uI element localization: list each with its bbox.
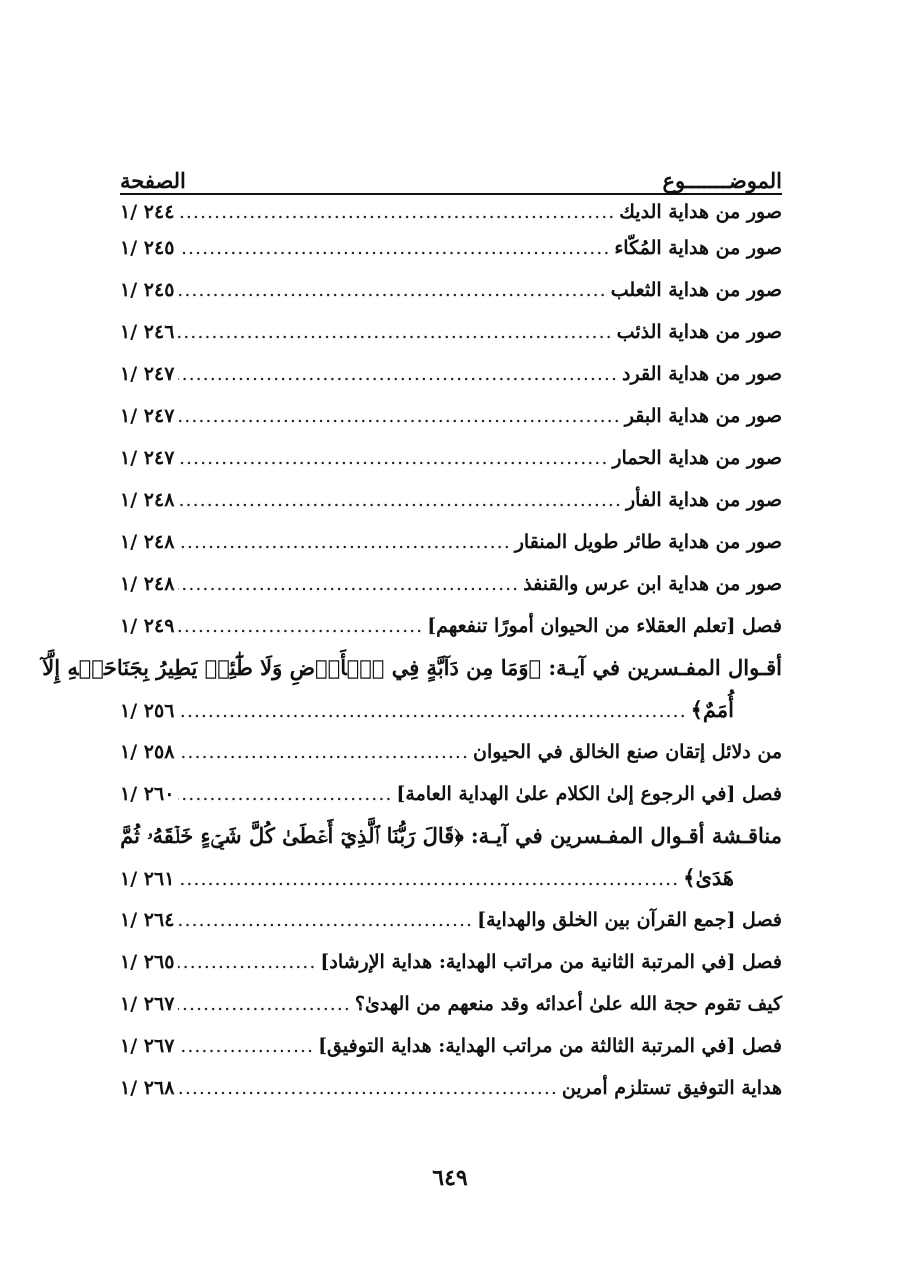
toc-entry-title: صور من هداية الثعلب (610, 279, 782, 301)
toc-entry-title: فصل [تعلم العقلاء من الحيوان أمورًا تنفعهم] (427, 615, 782, 637)
toc-entry (120, 815, 782, 857)
dot-leader (178, 731, 469, 773)
toc-entry (120, 197, 782, 227)
toc-entry-page-ref: ٢٤٤ /١ (120, 201, 175, 223)
dot-leader (178, 899, 473, 941)
toc-entry-page-ref: ٢٤٨ /١ (120, 489, 175, 511)
dot-leader (178, 605, 423, 647)
toc-entry (120, 227, 782, 269)
toc-entry-page-ref: ٢٦٤ /١ (120, 909, 175, 931)
toc-entry (120, 983, 782, 1025)
toc-entry-page-ref: ٢٤٦ /١ (120, 321, 175, 343)
dot-leader (178, 353, 618, 395)
toc-entry (120, 773, 782, 815)
toc-entry (120, 563, 782, 605)
toc-entry (120, 395, 782, 437)
toc-entry (120, 1025, 782, 1067)
dot-leader (178, 690, 686, 732)
toc-entry (120, 941, 782, 983)
dot-leader (178, 395, 620, 437)
page-column-heading: الصفحة (120, 168, 186, 193)
toc-entry-title: هداية التوفيق تستلزم أمرين (561, 1077, 782, 1099)
dot-leader (178, 437, 608, 479)
dot-leader (178, 1025, 314, 1067)
toc-entry-page-ref: ٢٦١ /١ (120, 868, 175, 890)
toc-entry-title: فصل [في المرتبة الثالثة من مراتب الهداية: هداية التوفيق] (318, 1035, 782, 1057)
toc-entry-title: أقـوال المفـسرين في آيـة: ﴿وَمَا مِن دَآبَّةٍ فِي ٱلۡأَرۡضِ وَلَا طَٰٓئِرٖ يَطِيرُ بِجَنَاحَيۡهِ إِلَّآ (42, 655, 782, 680)
toc-entry (120, 479, 782, 521)
toc-entry (42, 647, 782, 689)
toc-entry (120, 605, 782, 647)
toc-entry-title: مناقـشة أقـوال المفـسرين في آيـة: ﴿قَالَ رَبُّنَا ٱلَّذِيٓ أَعۡطَىٰ كُلَّ شَيۡءٍ خَلۡقَهُۥ ثُمَّ (120, 823, 782, 848)
toc-entry-page-ref: ٢٥٨ /١ (120, 741, 175, 763)
toc-entry-page-ref: ٢٥٦ /١ (120, 700, 175, 722)
dot-leader (178, 521, 510, 563)
toc-entry-title: كيف تقوم حجة الله علىٰ أعدائه وقد منعهم من الهدىٰ؟ (354, 993, 782, 1015)
toc-entry-page-ref: ٢٤٧ /١ (120, 405, 175, 427)
dot-leader (178, 858, 679, 900)
dot-leader (178, 269, 606, 311)
page-number: ٦٤٩ (432, 1165, 468, 1191)
toc-entry-page-ref: ٢٦٧ /١ (120, 1035, 175, 1057)
toc-entry-page-ref: ٢٤٥ /١ (120, 237, 175, 259)
toc-entry-title: صور من هداية المُكّاء (614, 237, 782, 259)
toc-entry-title: من دلائل إتقان صنع الخالق في الحيوان (473, 741, 782, 763)
toc-entry-page-ref: ٢٤٩ /١ (120, 615, 175, 637)
toc-entry-title: فصل [جمع القرآن بين الخلق والهداية] (477, 909, 782, 931)
toc-entry-title: صور من هداية طائر طويل المنقار (514, 531, 782, 553)
dot-leader (178, 941, 316, 983)
toc-entry-title: فصل [في الرجوع إلىٰ الكلام علىٰ الهداية العامة] (396, 783, 782, 805)
toc-entry (120, 731, 782, 773)
toc-entry (120, 269, 782, 311)
toc-entry-page-ref: ٢٤٨ /١ (120, 531, 175, 553)
dot-leader (178, 563, 519, 605)
toc-entry-title: صور من هداية البقر (624, 405, 782, 427)
toc-entry (120, 311, 782, 353)
toc-entry-page-ref: ٢٦٨ /١ (120, 1077, 175, 1099)
toc-entry-title: هَدَىٰ﴾ (683, 865, 734, 890)
toc-entry (120, 1067, 782, 1109)
toc-entry (120, 353, 782, 395)
toc-page (42, 155, 782, 1109)
toc-entry-page-ref: ٢٤٧ /١ (120, 363, 175, 385)
dot-leader (178, 1067, 558, 1109)
dot-leader (178, 227, 610, 269)
dot-leader (178, 983, 350, 1025)
toc-entry-page-ref: ٢٦٧ /١ (120, 993, 175, 1015)
dot-leader (178, 311, 612, 353)
toc-list (42, 197, 782, 1109)
toc-entry (120, 899, 782, 941)
toc-entry-title: صور من هداية الديك (619, 201, 782, 223)
toc-entry-page-ref: ٢٦٥ /١ (120, 951, 175, 973)
dot-leader (178, 479, 622, 521)
toc-header (120, 155, 782, 195)
toc-entry-page-ref: ٢٤٧ /١ (120, 447, 175, 469)
toc-entry-title: صور من هداية الحمار (612, 447, 782, 469)
toc-entry-title: فصل [في المرتبة الثانية من مراتب الهداية: هداية الإرشاد] (320, 951, 782, 973)
toc-entry (120, 437, 782, 479)
toc-entry-title: صور من هداية الذئب (616, 321, 782, 343)
toc-entry-title: صور من هداية القرد (622, 363, 782, 385)
toc-entry (120, 521, 782, 563)
toc-entry-title: صور من هداية ابن عرس والقنفذ (523, 573, 782, 595)
toc-entry-page-ref: ٢٤٨ /١ (120, 573, 175, 595)
toc-entry-page-ref: ٢٦٠ /١ (120, 783, 175, 805)
topic-column-heading: الموضـــــــوع (662, 168, 782, 193)
dot-leader (178, 197, 615, 227)
toc-entry-title: صور من هداية الفأر (626, 489, 782, 511)
toc-entry (120, 857, 782, 899)
dot-leader (178, 773, 392, 815)
toc-entry (120, 689, 782, 731)
toc-entry-title: أُمَمٌ﴾ (690, 697, 734, 722)
toc-entry-page-ref: ٢٤٥ /١ (120, 279, 175, 301)
